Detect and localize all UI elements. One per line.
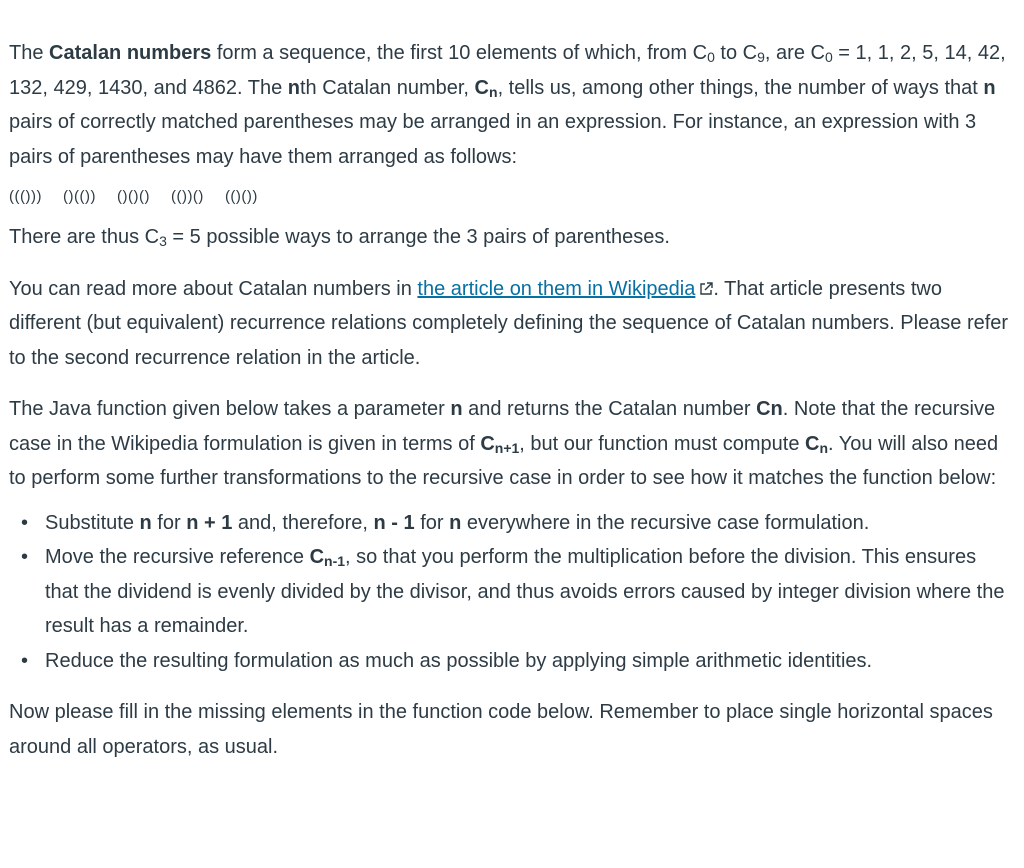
list-item: • Move the recursive reference $C_{n-1}$, so that you perform the multiplication before the division. This ensures that the dividend is evenly divided by the divisor, and thus avoids errors caused by integer division where the result has a remainder. (45, 540, 1012, 644)
parentheses-examples (9, 180, 1012, 214)
external-link-icon (699, 282, 713, 296)
java-function-paragraph: The Java function given below takes a parameter n and returns the Catalan number Cn. Note that the recursive case in the Wikipedia formulation is given in terms of $C_{n+1}$, but our function must compute $C_n$. You will also need to perform some further transformations to the recursive case in order to see how it matches the function below: (9, 398, 999, 489)
instructions-list (9, 506, 1012, 679)
list-item: • Reduce the resulting formulation as much as possible by applying simple arithmetic identities. (45, 644, 1012, 679)
wikipedia-paragraph: You can read more about Catalan numbers in the article on them in Wikipedia . That article presents two different (but equivalent) recurrence relations completely defining the sequence of Catalan numbers. Please refer to the second recurrence relation in the article. (9, 277, 1009, 369)
final-paragraph: Now please fill in the missing elements in the function code below. Remember to place single horizontal spaces around all operators, as usual. (9, 701, 993, 758)
parentheses-example: (()()) (224, 188, 258, 205)
parentheses-example: ()(()) (62, 188, 96, 205)
intro-paragraph: The Catalan numbers form a sequence, the first 10 elements of which, from $C_0$ to $C_9$, are $C_0 = 1$, 1, 2, 5, 14, 42, 132, 429, 1430, and 4862. The nth Catalan number, $C_n$, tells us, among other things, the number of ways that n pairs of correctly matched parentheses may be arranged in an expression. For instance, an expression with 3 pairs of parentheses may have them arranged as follows: (9, 42, 1006, 168)
parentheses-example: ()()() (116, 188, 150, 205)
list-item: • Substitute n for n + 1 and, therefore, n - 1 for n everywhere in the recursive case formulation. (45, 506, 1012, 541)
count-paragraph: There are thus $C_3 = 5$ possible ways to arrange the 3 pairs of parentheses. (9, 226, 670, 249)
wikipedia-link[interactable]: the article on them in Wikipedia (417, 277, 696, 300)
parentheses-example: (())() (170, 188, 204, 205)
parentheses-example: ((())) (9, 188, 42, 205)
